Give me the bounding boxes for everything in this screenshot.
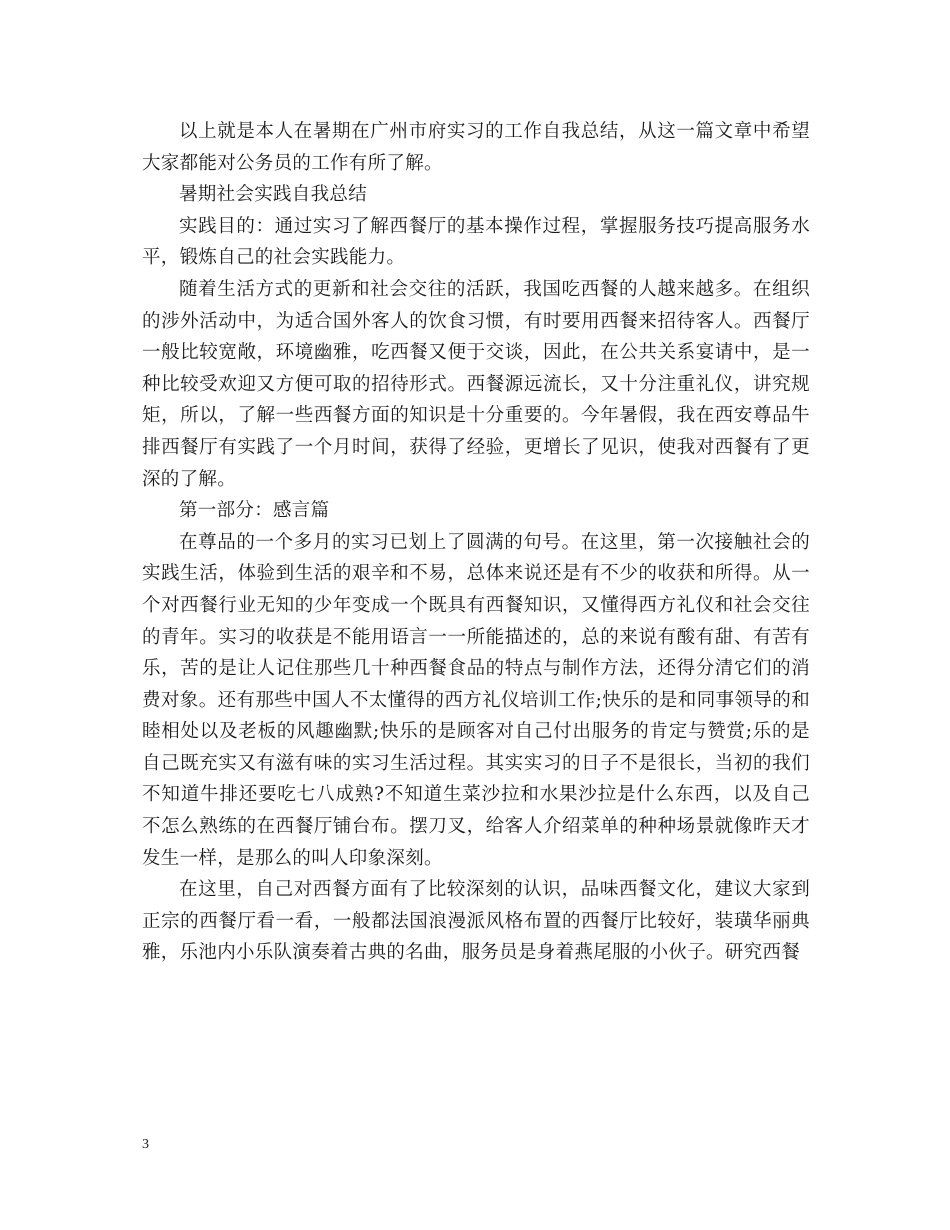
- page-number: 3: [142, 1137, 149, 1152]
- paragraph-western-dining-intro: 随着生活方式的更新和社会交往的活跃，我国吃西餐的人越来越多。在组织的涉外活动中，为适合国外客人的饮食习惯，有时要用西餐来招待客人。西餐厅一般比较宽敞，环境幽雅，吃西餐又便于交谈，因此，在公共关系宴请中，是一种比较受欢迎又方便可取的招待形式。西餐源远流长，又十分注重礼仪，讲究规矩，所以，了解一些西餐方面的知识是十分重要的。今年暑假，我在西安尊品牛排西餐厅有实践了一个月时间，获得了经验，更增长了见识，使我对西餐有了更深的了解。: [142, 278, 810, 490]
- document-body: [142, 116, 810, 969]
- section-heading-part-one: 第一部分：感言篇: [179, 500, 330, 522]
- paragraph-internship-reflection: 在尊品的一个多月的实习已划上了圆满的句号。在这里，第一次接触社会的实践生活，体验到生活的艰辛和不易，总体来说还是有不少的收获和所得。从一个对西餐行业无知的少年变成一个既具有西餐知识，又懂得西方礼仪和社会交往的青年。实习的收获是不能用语言一一所能描述的，总的来说有酸有甜、有苦有乐，苦的是让人记住那些几十种西餐食品的特点与制作方法，还得分清它们的消费对象。还有那些中国人不太懂得的西方礼仪培训工作;快乐的是和同事领导的和睦相处以及老板的风趣幽默;快乐的是顾客对自己付出服务的肯定与赞赏;乐的是自己既充实又有滋有味的实习生活过程。其实实习的日子不是很长，当初的我们不知道牛排还要吃七八成熟?不知道生菜沙拉和水果沙拉是什么东西，以及自己不怎么熟练的在西餐厅铺台布。摆刀叉，给客人介绍菜单的种种场景就像昨天才发生一样，是那么的叫人印象深刻。: [142, 531, 810, 869]
- paragraph-practice-purpose: 实践目的：通过实习了解西餐厅的基本操作过程，掌握服务技巧提高服务水平，锻炼自己的社会实践能力。: [142, 215, 810, 269]
- section-heading-summer-practice: 暑期社会实践自我总结: [179, 184, 368, 206]
- paragraph-closing-summary: 以上就是本人在暑期在广州市府实习的工作自我总结，从这一篇文章中希望大家都能对公务员的工作有所了解。: [142, 121, 810, 174]
- paragraph-western-food-culture: 在这里，自己对西餐方面有了比较深刻的认识，品味西餐文化，建议大家到正宗的西餐厅看一看，一般都法国浪漫派风格布置的西餐厅比较好，装璜华丽典雅，乐池内小乐队演奏着古典的名曲，服务员是身着燕尾服的小伙子。研究西餐: [142, 879, 810, 964]
